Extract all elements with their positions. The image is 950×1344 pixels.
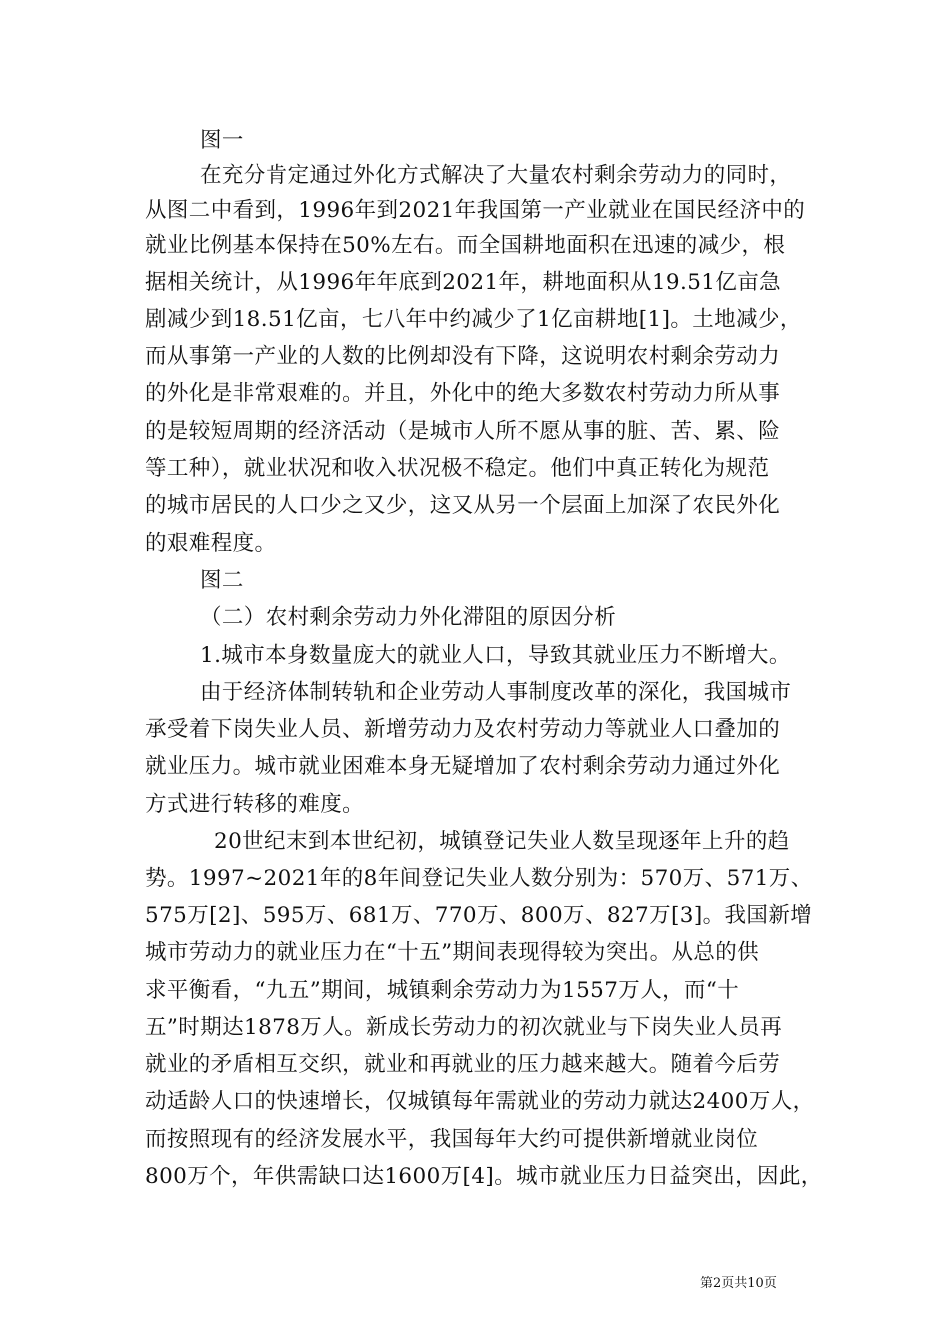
paragraph-line: 剧减少到18.51亿亩，七八年中约减少了1亿亩耕地[1]。土地减少， xyxy=(145,307,802,332)
page-number: 第2页共10页 xyxy=(700,1276,777,1291)
subsection-heading: 1.城市本身数量庞大的就业人口，导致其就业压力不断增大。 xyxy=(200,643,791,668)
paragraph-line: 承受着下岗失业人员、新增劳动力及农村劳动力等就业人口叠加的 xyxy=(145,717,781,742)
paragraph-line: 势。1997~2021年的8年间登记失业人数分别为：570万、571万、 xyxy=(145,866,813,891)
paragraph-line: 由于经济体制转轨和企业劳动人事制度改革的深化，我国城市 xyxy=(200,680,792,705)
paragraph-line: 动适龄人口的快速增长，仅城镇每年需就业的劳动力就达2400万人， xyxy=(145,1089,815,1114)
paragraph-line: 而从事第一产业的人数的比例却没有下降，这说明农村剩余劳动力 xyxy=(145,344,781,369)
paragraph-line: 城市劳动力的就业压力在“十五”期间表现得较为突出。从总的供 xyxy=(145,940,760,965)
section-heading: （二）农村剩余劳动力外化滞阻的原因分析 xyxy=(200,605,617,630)
paragraph-line: 方式进行转移的难度。 xyxy=(145,792,365,817)
paragraph-line: 的是较短周期的经济活动（是城市人所不愿从事的脏、苦、累、险 xyxy=(145,419,781,444)
paragraph-line: 等工种），就业状况和收入状况极不稳定。他们中真正转化为规范 xyxy=(145,456,770,481)
paragraph-line: 求平衡看，“九五”期间，城镇剩余劳动力为1557万人，而“十 xyxy=(145,978,740,1003)
paragraph-line: 而按照现有的经济发展水平，我国每年大约可提供新增就业岗位 xyxy=(145,1127,759,1152)
paragraph-line: 575万[2]、595万、681万、770万、800万、827万[3]。我国新增 xyxy=(145,903,813,928)
paragraph-line: 的艰难程度。 xyxy=(145,531,277,556)
paragraph-line: 在充分肯定通过外化方式解决了大量农村剩余劳动力的同时， xyxy=(200,163,792,188)
paragraph-line: 800万个，年供需缺口达1600万[4]。城市就业压力日益突出，因此， xyxy=(145,1164,823,1189)
figure-caption: 图一 xyxy=(200,128,244,153)
paragraph-line: 从图二中看到，1996年到2021年我国第一产业就业在国民经济中的 xyxy=(145,198,806,223)
paragraph-line: 20世纪末到本世纪初，城镇登记失业人数呈现逐年上升的趋 xyxy=(214,829,790,854)
paragraph-line: 就业比例基本保持在50%左右。而全国耕地面积在迅速的减少，根 xyxy=(145,233,786,258)
paragraph-line: 的城市居民的人口少之又少，这又从另一个层面上加深了农民外化 xyxy=(145,493,781,518)
paragraph-line: 五”时期达1878万人。新成长劳动力的初次就业与下岗失业人员再 xyxy=(145,1015,783,1040)
figure-caption: 图二 xyxy=(200,568,244,593)
paragraph-line: 就业压力。城市就业困难本身无疑增加了农村剩余劳动力通过外化 xyxy=(145,754,781,779)
paragraph-line: 据相关统计，从1996年年底到2021年，耕地面积从19.51亿亩急 xyxy=(145,270,782,295)
paragraph-line: 就业的矛盾相互交织，就业和再就业的压力越来越大。随着今后劳 xyxy=(145,1052,781,1077)
paragraph-line: 的外化是非常艰难的。并且，外化中的绝大多数农村劳动力所从事 xyxy=(145,381,781,406)
